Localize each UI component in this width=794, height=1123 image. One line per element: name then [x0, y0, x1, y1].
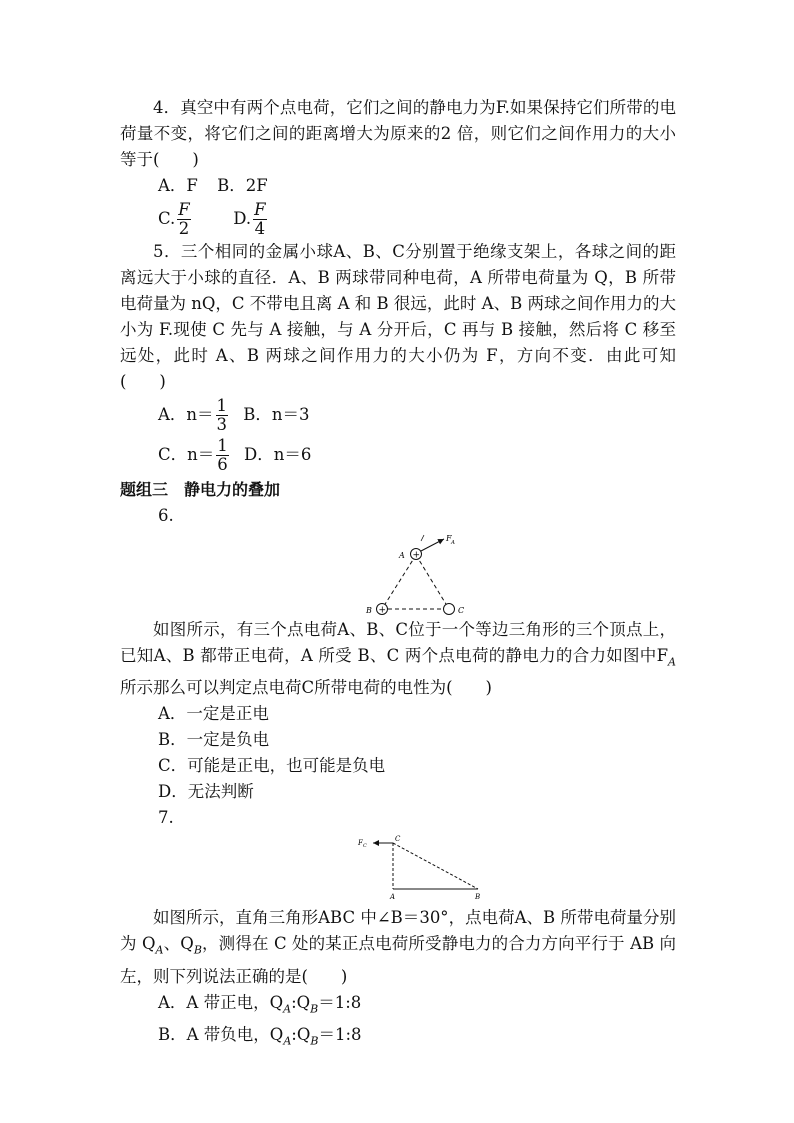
- q6-label-b: B: [366, 606, 372, 615]
- q7-option-b-part2: :Q: [291, 1024, 311, 1044]
- q7-stem-part3: ，测得在 C 处的某正点电荷所受静电力的合力方向平行于 AB 向左，则下列说法正确的是( ): [120, 934, 676, 986]
- q5-option-c-fraction: [216, 437, 229, 474]
- q6-tick-mark: [421, 535, 424, 541]
- q6-option-b: B．一定是负电: [158, 730, 270, 750]
- section-heading: 题组三 静电力的叠加: [120, 480, 281, 499]
- q4-option-d-numerator: F: [254, 200, 266, 219]
- q4-options-cd: [120, 199, 676, 239]
- q7-option-b-part1: B．A 带负电，Q: [158, 1024, 284, 1044]
- q5-option-c-prefix: C．n＝: [158, 445, 215, 464]
- q7-option-a-sub-a: A: [283, 1001, 292, 1015]
- q7-stem: [120, 905, 676, 989]
- q7-stem-part2: 、Q: [163, 934, 194, 954]
- q5-option-a-numerator: 1: [216, 396, 228, 415]
- q6-stem-end: 所示那么可以判定点电荷C所带电荷的电性为( ): [120, 678, 492, 698]
- q6-stem-sub: A: [668, 655, 676, 669]
- q4-option-d-denominator: 4: [254, 219, 266, 238]
- q4-options-ab: [120, 173, 676, 199]
- q4-option-c-fraction: [177, 201, 190, 238]
- q7-option-b: [120, 1022, 676, 1054]
- q7-side-bc: [393, 843, 478, 889]
- q4-option-a: A．F: [158, 176, 198, 195]
- q7-option-a-part3: ＝1:8: [318, 992, 362, 1012]
- q7-label-force: F: [358, 839, 363, 848]
- q7-label-a: A: [390, 893, 396, 902]
- q7-label-force-sub: C: [363, 843, 367, 850]
- q4-option-c-numerator: F: [178, 200, 190, 219]
- q5-option-a-prefix: A．n＝: [158, 405, 214, 424]
- q6-triangle-figure: [120, 533, 676, 615]
- q7-label-b: B: [475, 893, 481, 902]
- q5-options-ab: [120, 395, 676, 435]
- q5-option-d: D．n＝6: [244, 445, 312, 464]
- q7-stem-sub-a: A: [155, 943, 164, 957]
- q6-side-ac: [416, 555, 449, 609]
- q5-options-cd: [120, 435, 676, 475]
- q6-stem: [120, 617, 676, 701]
- q7-option-a-part1: A．A 带正电，Q: [158, 992, 284, 1012]
- q6-force-arrow: [421, 539, 444, 551]
- q7-option-b-part3: ＝1:8: [318, 1024, 362, 1044]
- q7-label-c: C: [395, 835, 401, 844]
- q4-option-b: B．2F: [217, 176, 268, 195]
- q4-option-c-prefix: C.: [158, 209, 176, 228]
- q6-label-c: C: [458, 606, 465, 615]
- q7-stem-sub-b: B: [193, 943, 202, 957]
- q6-label-a: A: [399, 551, 405, 560]
- q4-option-d-fraction: [253, 201, 266, 238]
- q6-option-a: A．一定是正电: [158, 704, 269, 724]
- q6-stem-main: 如图所示，有三个点电荷A、B、C位于一个等边三角形的三个顶点上，已知A、B 都带正电荷，A 所受 B、C 两个点电荷的静电力的合力如图中F: [120, 620, 676, 665]
- q5-stem: 5．三个相同的金属小球A、B、C分别置于绝缘支架上，各球之间的距离远大于小球的直径．A、B 两球带同种电荷，A 所带电荷量为 Q，B 所带电荷量为 nQ，C 不带电且离 A 和 B 很远，此时 A、B 两球之间作用力的大小为 F.现使 C 先与 A 接触，与 A 分开后，C 再与 B 接触，然后将 C 移至远处，此时 A、B 两球之间作用力的大小仍为 F，方向不变．由此可知( ): [120, 242, 676, 391]
- q6-number: 6.: [158, 506, 174, 525]
- q6-label-force: F: [446, 534, 452, 543]
- q7-number: 7.: [158, 808, 174, 828]
- q5-option-a-denominator: 3: [216, 415, 228, 434]
- q7-stem-part1: 如图所示，直角三角形ABC 中∠B＝30°，点电荷A、B 所带电荷量分别为 Q: [120, 908, 676, 954]
- q4-stem: 4．真空中有两个点电荷，它们之间的静电力为F.如果保持它们所带的电荷量不变，将它们之间的距离增大为原来的2 倍，则它们之间作用力的大小等于( ): [120, 98, 676, 169]
- q6-charge-b-sign: +: [378, 605, 387, 615]
- q6-side-ab: [382, 555, 416, 609]
- q7-triangle-figure: [120, 835, 676, 903]
- q5-option-c-numerator: 1: [217, 436, 228, 455]
- q7-option-a-part2: :Q: [291, 992, 311, 1012]
- q5-option-a-fraction: [216, 397, 229, 434]
- q6-label-force-sub: A: [451, 540, 455, 546]
- q7-option-b-sub-b: B: [310, 1034, 319, 1048]
- q6-charge-c: [444, 604, 455, 615]
- q7-option-b-sub-a: A: [283, 1034, 292, 1048]
- q7-option-a-sub-b: B: [310, 1001, 319, 1015]
- q4-option-c-denominator: 2: [178, 219, 190, 238]
- q4-option-d-prefix: D.: [233, 209, 252, 228]
- q6-option-d: D．无法判断: [158, 782, 254, 802]
- q5-option-c-denominator: 6: [217, 455, 228, 474]
- q6-charge-a-sign: +: [412, 550, 421, 561]
- q6-option-c: C．可能是正电，也可能是负电: [158, 756, 386, 776]
- document-page: [120, 95, 676, 1054]
- q7-option-a: [120, 990, 676, 1022]
- q5-option-b: B．n＝3: [243, 405, 310, 424]
